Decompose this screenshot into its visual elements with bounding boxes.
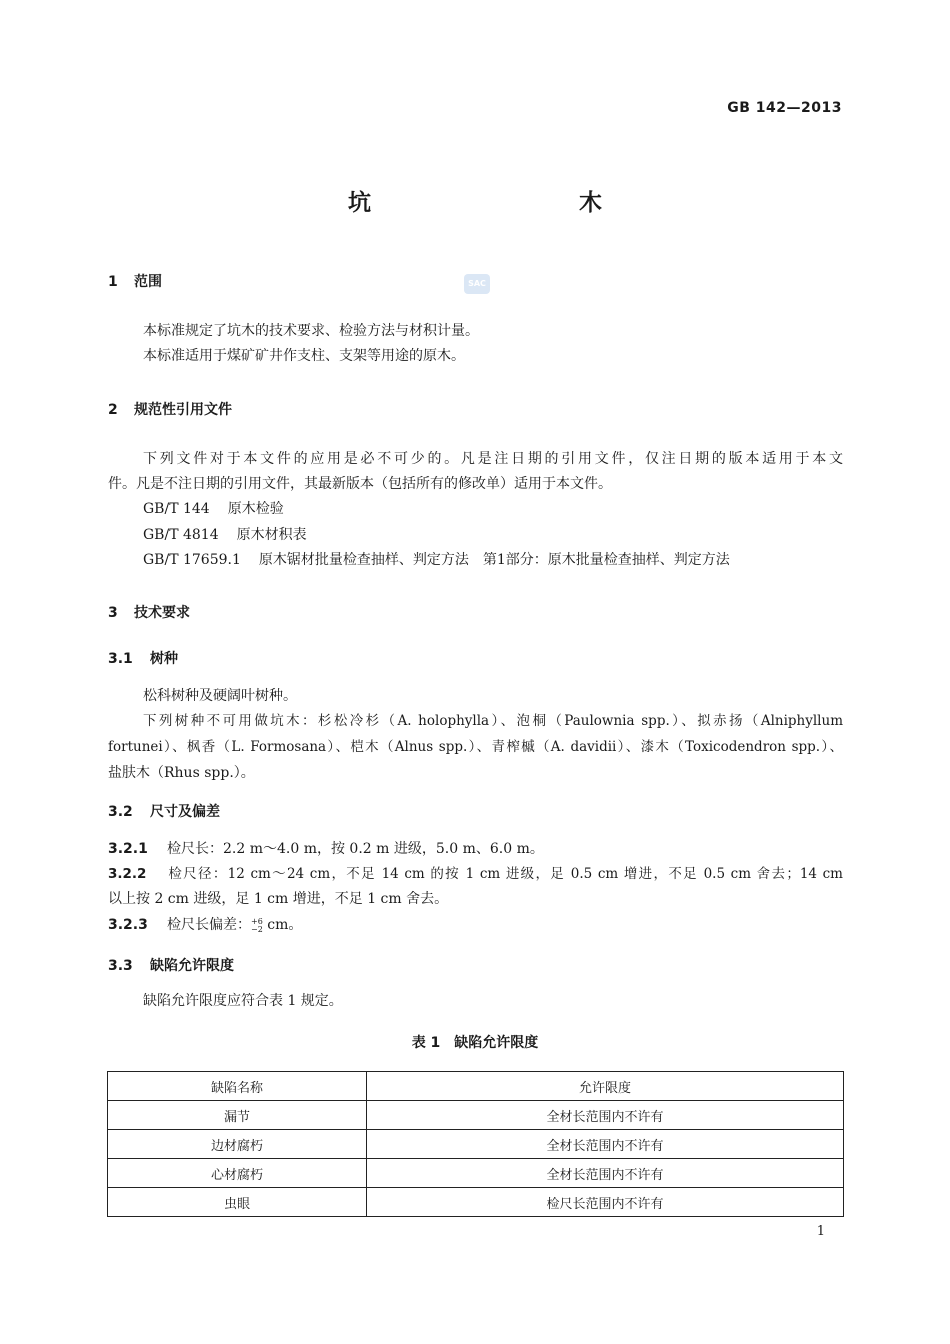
- reference-code: GB/T 144: [143, 501, 210, 517]
- table-row: [108, 1101, 844, 1130]
- section-title: 规范性引用文件: [134, 402, 232, 418]
- species-paragraph-2-line-1: 下列树种不可用做坑木：杉松冷杉（A. holophylla）、泡桐（Paulownia spp.）、拟赤扬（Alniphyllum: [143, 713, 843, 729]
- tolerance-cell: 全材长范围内不许有: [367, 1159, 844, 1188]
- tolerance-cell: 全材长范围内不许有: [367, 1130, 844, 1159]
- section-3-2-heading: [108, 801, 220, 821]
- section-3-1-heading: [108, 648, 178, 668]
- clause-number: 3.2.1: [108, 841, 148, 857]
- section-3-3-heading: [108, 955, 234, 975]
- section-2-heading: [108, 399, 232, 419]
- column-header: 缺陷名称: [108, 1072, 367, 1101]
- reference-title: 原木材积表: [236, 527, 307, 543]
- clause-number: 3.2.2: [108, 866, 147, 882]
- clause-text: 检尺长偏差：: [167, 917, 251, 933]
- species-paragraph-1: 松科树种及硬阔叶树种。: [143, 688, 297, 704]
- defects-paragraph: 缺陷允许限度应符合表 1 规定。: [143, 993, 343, 1009]
- reference-title: 原木锯材批量检查抽样、判定方法 第1部分：原木批量检查抽样、判定方法: [258, 552, 730, 568]
- document-title: 坑 木: [347, 190, 702, 216]
- sac-watermark-logo: SAC: [464, 274, 490, 294]
- reference-item: [143, 550, 730, 570]
- section-number: 3: [108, 605, 118, 621]
- clause-3-2-3: [108, 915, 843, 935]
- standard-code: GB 142—2013: [727, 100, 842, 116]
- table-row: [108, 1159, 844, 1188]
- tolerance-cell: 检尺长范围内不许有: [367, 1188, 844, 1217]
- section-number: 3.3: [108, 958, 133, 974]
- tolerance-cell: 全材长范围内不许有: [367, 1101, 844, 1130]
- table-header-row: [108, 1072, 844, 1101]
- reference-code: GB/T 17659.1: [143, 552, 241, 568]
- section-title: 技术要求: [134, 605, 190, 621]
- clause-3-2-2-line-2: 以上按 2 cm 进级，足 1 cm 增进，不足 1 cm 舍去。: [108, 891, 449, 907]
- section-number: 3.1: [108, 651, 133, 667]
- section-number: 2: [108, 402, 118, 418]
- defect-tolerance-table: [107, 1071, 844, 1217]
- tolerance-upper: +6: [251, 917, 263, 926]
- section-title: 缺陷允许限度: [150, 958, 234, 974]
- defect-name-cell: 漏节: [108, 1101, 367, 1130]
- column-header: 允许限度: [367, 1072, 844, 1101]
- references-intro-line-1: 下列文件对于本文件的应用是必不可少的。凡是注日期的引用文件，仅注日期的版本适用于本文: [143, 451, 843, 467]
- defect-name-cell: 边材腐朽: [108, 1130, 367, 1159]
- clause-text: 检尺长：2.2 m～4.0 m，按 0.2 m 进级，5.0 m、6.0 m。: [167, 841, 544, 857]
- reference-code: GB/T 4814: [143, 527, 219, 543]
- section-3-heading: [108, 602, 190, 622]
- length-tolerance: [251, 918, 263, 934]
- section-title: 范围: [134, 274, 162, 290]
- section-title: 树种: [150, 651, 178, 667]
- references-intro-line-2: 件。凡是不注日期的引用文件，其最新版本（包括所有的修改单）适用于本文件。: [108, 476, 612, 492]
- clause-3-2-1: [108, 839, 843, 859]
- species-paragraph-2-line-3: 盐肤木（Rhus spp.）。: [108, 765, 255, 781]
- clause-text-unit: cm。: [262, 917, 303, 933]
- scope-paragraph-1: 本标准规定了坑木的技术要求、检验方法与材积计量。: [143, 323, 479, 339]
- defect-name-cell: 心材腐朽: [108, 1159, 367, 1188]
- page-number: 1: [816, 1224, 825, 1239]
- reference-item: [143, 525, 307, 545]
- section-title: 尺寸及偏差: [150, 804, 220, 820]
- table-row: [108, 1188, 844, 1217]
- tolerance-lower: −2: [251, 925, 263, 934]
- reference-title: 原木检验: [227, 501, 284, 517]
- section-1-heading: [108, 271, 162, 291]
- section-number: 1: [108, 274, 118, 290]
- species-paragraph-2-line-2: fortunei）、枫香（L. Formosana）、桤木（Alnus spp.）、青榨槭（A. davidii）、漆木（Toxicodendron spp.）、: [108, 739, 843, 755]
- section-number: 3.2: [108, 804, 133, 820]
- clause-text: 检尺径：12 cm～24 cm，不足 14 cm 的按 1 cm 进级，足 0.5 cm 增进，不足 0.5 cm 舍去；14 cm: [167, 866, 843, 882]
- reference-item: [143, 499, 284, 519]
- defect-name-cell: 虫眼: [108, 1188, 367, 1217]
- scope-paragraph-2: 本标准适用于煤矿矿井作支柱、支架等用途的原木。: [143, 348, 465, 364]
- clause-3-2-2-line-1: [108, 864, 843, 884]
- table-1-caption: 表 1 缺陷允许限度: [411, 1035, 539, 1051]
- clause-number: 3.2.3: [108, 917, 148, 933]
- table-row: [108, 1130, 844, 1159]
